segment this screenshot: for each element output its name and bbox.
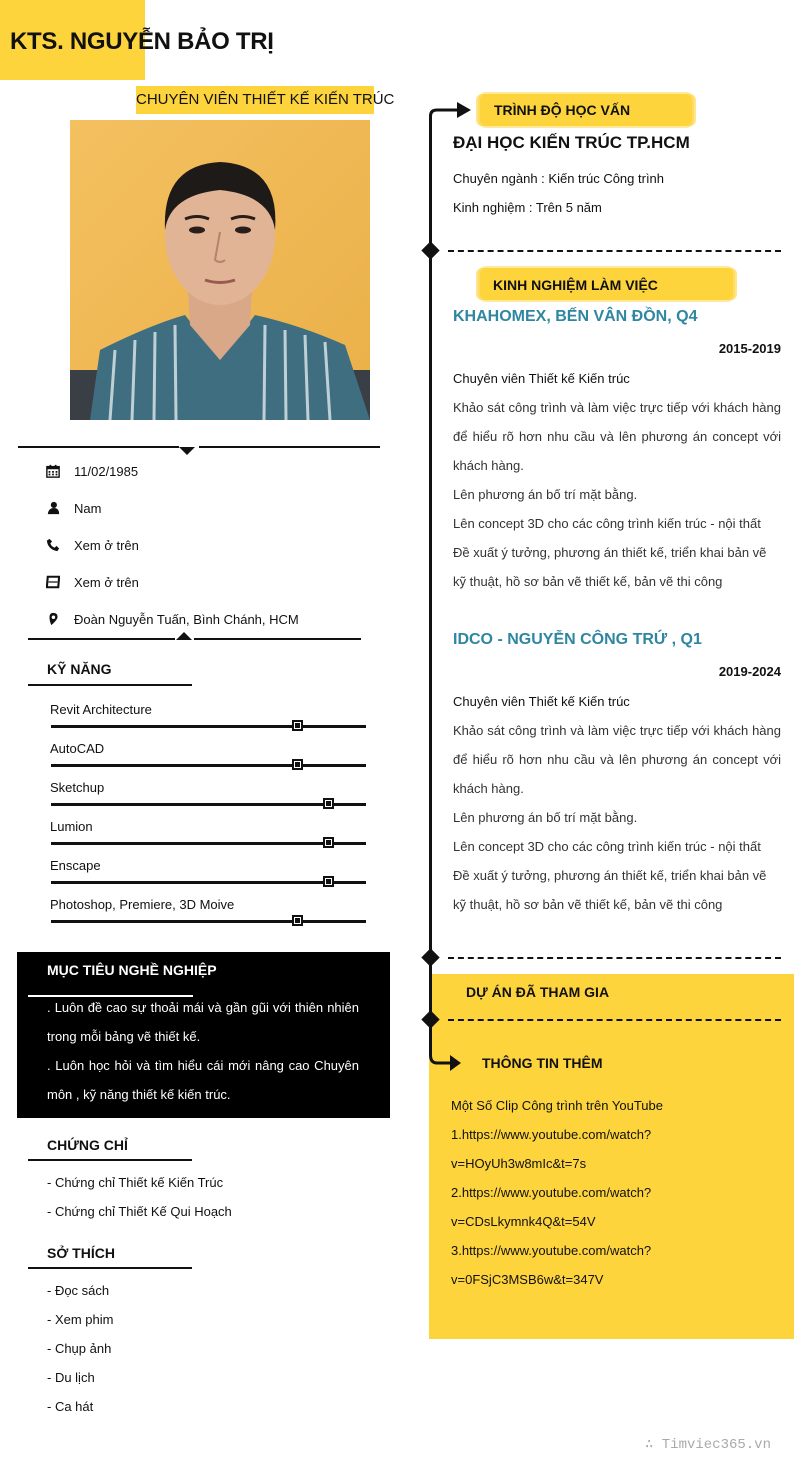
divider-left <box>18 446 179 448</box>
email-value[interactable]: Xem ở trên <box>74 574 139 590</box>
duty-line: Lên concept 3D cho các công trình kiến trúc - nội thất <box>453 839 761 854</box>
skill-level-knob <box>292 720 303 731</box>
skill-label: Enscape <box>50 858 101 873</box>
birthdate-value: 11/02/1985 <box>74 463 139 479</box>
job-position: Chuyên viên Thiết kế Kiến trúc <box>453 694 630 709</box>
hobby-item: - Chụp ảnh <box>47 1341 112 1356</box>
skill-label: AutoCAD <box>50 741 105 756</box>
watermark: ∴ Timviec365.vn <box>644 1437 771 1453</box>
contact-email <box>46 572 139 592</box>
certificates-heading: CHỨNG CHỈ <box>47 1137 128 1153</box>
objective-heading: MỤC TIÊU NGHỀ NGHIỆP <box>47 962 217 978</box>
contact-phone <box>46 535 139 555</box>
phone-icon <box>46 538 74 552</box>
job-company: KHAHOMEX, BẾN VÂN ĐỒN, Q4 <box>453 308 698 325</box>
certificate-item: - Chứng chỉ Thiết kế Kiến Trúc <box>47 1175 224 1190</box>
youtube-link[interactable]: v=0FSjC3MSB6w&t=347V <box>451 1272 604 1287</box>
skill-level-knob <box>292 915 303 926</box>
job-position: Chuyên viên Thiết kế Kiến trúc <box>453 371 630 386</box>
address-value: Đoàn Nguyễn Tuấn, Bình Chánh, HCM <box>74 611 299 627</box>
dashed-divider <box>448 957 781 959</box>
hobbies-heading-underline <box>28 1267 192 1269</box>
contact-gender <box>46 498 101 518</box>
objective-line: . Luôn đề cao sự thoải mái và gần gũi với thiên nhiên trong mỗi bảng vẽ thiết kế. <box>47 1000 359 1044</box>
youtube-link[interactable]: 1.https://www.youtube.com/watch? <box>451 1127 652 1142</box>
divider-left-bottom <box>28 638 175 640</box>
dashed-divider <box>448 250 781 252</box>
gender-value: Nam <box>74 500 102 516</box>
calendar-icon <box>46 464 74 478</box>
skill-level-knob <box>292 759 303 770</box>
youtube-link[interactable]: v=CDsLkymnk4Q&t=54V <box>451 1214 596 1229</box>
skills-heading: KỸ NĂNG <box>47 661 112 677</box>
timeline-diamond-icon <box>421 948 439 966</box>
location-icon <box>46 612 74 626</box>
career-objective-box <box>17 952 390 1118</box>
duty-line: Khảo sát công trình và làm việc trực tiếp với khách hàng để hiểu rõ hơn nhu cầu và lên phương án concept với khách hàng. <box>453 400 781 473</box>
duty-line: Lên phương án bố trí mặt bằng. <box>453 487 638 502</box>
skills-heading-underline <box>28 684 192 686</box>
job-title: CHUYÊN VIÊN THIẾT KẾ KIẾN TRÚC <box>136 86 374 114</box>
job-duties <box>453 716 781 919</box>
youtube-link[interactable]: v=HOyUh3w8mIc&t=7s <box>451 1156 587 1171</box>
skill-label: Lumion <box>50 819 93 834</box>
duty-line: Lên phương án bố trí mặt bằng. <box>453 810 638 825</box>
youtube-link[interactable]: 2.https://www.youtube.com/watch? <box>451 1185 652 1200</box>
extra-heading: THÔNG TIN THÊM <box>482 1055 603 1071</box>
youtube-link[interactable]: 3.https://www.youtube.com/watch? <box>451 1243 652 1258</box>
hobbies-heading: SỞ THÍCH <box>47 1245 115 1261</box>
email-icon <box>46 575 74 589</box>
duty-line: Đề xuất ý tưởng, phương án thiết kế, triển khai bản vẽ kỹ thuật, hồ sơ bản vẽ thiết kế, bản vẽ thi công <box>453 868 767 912</box>
skill-label: Revit Architecture <box>50 702 152 717</box>
job-years: 2019-2024 <box>718 664 781 679</box>
objective-line: . Luôn học hỏi và tìm hiểu cái mới nâng cao Chuyên môn , kỹ năng thiết kế kiến trúc. <box>47 1058 359 1102</box>
arrow-right-icon <box>425 1035 465 1077</box>
skill-level-track <box>51 803 366 806</box>
certificates-heading-underline <box>28 1159 192 1161</box>
contact-birthdate <box>46 461 138 481</box>
skill-level-track <box>51 764 366 767</box>
skill-level-knob <box>323 798 334 809</box>
profile-photo <box>70 120 370 420</box>
school-name: ĐẠI HỌC KIẾN TRÚC TP.HCM <box>453 133 690 152</box>
extra-line: Một Số Clip Công trình trên YouTube <box>451 1098 663 1113</box>
timeline-diamond-icon <box>421 241 439 259</box>
education-major: Chuyên ngành : Kiến trúc Công trình <box>453 171 665 186</box>
job-duties <box>453 393 781 596</box>
skill-level-track <box>51 725 366 728</box>
job-company: IDCO - NGUYỄN CÔNG TRỨ , Q1 <box>453 631 702 648</box>
skill-level-knob <box>323 837 334 848</box>
objective-text <box>47 993 359 1109</box>
skill-level-track <box>51 920 366 923</box>
skill-label: Sketchup <box>50 780 105 795</box>
duty-line: Đề xuất ý tưởng, phương án thiết kế, triển khai bản vẽ kỹ thuật, hồ sơ bản vẽ thiết kế, bản vẽ thi công <box>453 545 767 589</box>
education-heading: TRÌNH ĐỘ HỌC VẤN <box>494 102 631 118</box>
skill-level-track <box>51 842 366 845</box>
hobby-item: - Đọc sách <box>47 1283 110 1298</box>
work-heading: KINH NGHIỆM LÀM VIỆC <box>493 277 658 293</box>
projects-heading: DỰ ÁN ĐÃ THAM GIA <box>466 984 610 1000</box>
hobby-item: - Ca hát <box>47 1399 94 1414</box>
phone-value[interactable]: Xem ở trên <box>74 537 139 553</box>
candidate-name: KTS. NGUYỄN BẢO TRỊ <box>10 28 274 55</box>
skill-level-track <box>51 881 366 884</box>
education-experience: Kinh nghiệm : Trên 5 năm <box>453 200 602 215</box>
arrow-right-icon <box>425 100 475 130</box>
duty-line: Khảo sát công trình và làm việc trực tiếp với khách hàng để hiểu rõ hơn nhu cầu và lên phương án concept với khách hàng. <box>453 723 781 796</box>
dashed-divider <box>448 1019 781 1021</box>
triangle-up-icon <box>176 632 192 640</box>
hobby-item: - Du lịch <box>47 1370 95 1385</box>
contact-address <box>46 609 299 629</box>
divider-right <box>199 446 380 448</box>
user-icon <box>46 501 74 515</box>
duty-line: Lên concept 3D cho các công trình kiến trúc - nội thất <box>453 516 761 531</box>
triangle-down-icon <box>179 447 195 455</box>
portrait-illustration <box>70 120 370 420</box>
skill-level-knob <box>323 876 334 887</box>
hobby-item: - Xem phim <box>47 1312 114 1327</box>
certificate-item: - Chứng chỉ Thiết Kế Qui Hoạch <box>47 1204 232 1219</box>
job-years: 2015-2019 <box>718 341 781 356</box>
divider-right-bottom <box>194 638 361 640</box>
skill-label: Photoshop, Premiere, 3D Moive <box>50 897 235 912</box>
